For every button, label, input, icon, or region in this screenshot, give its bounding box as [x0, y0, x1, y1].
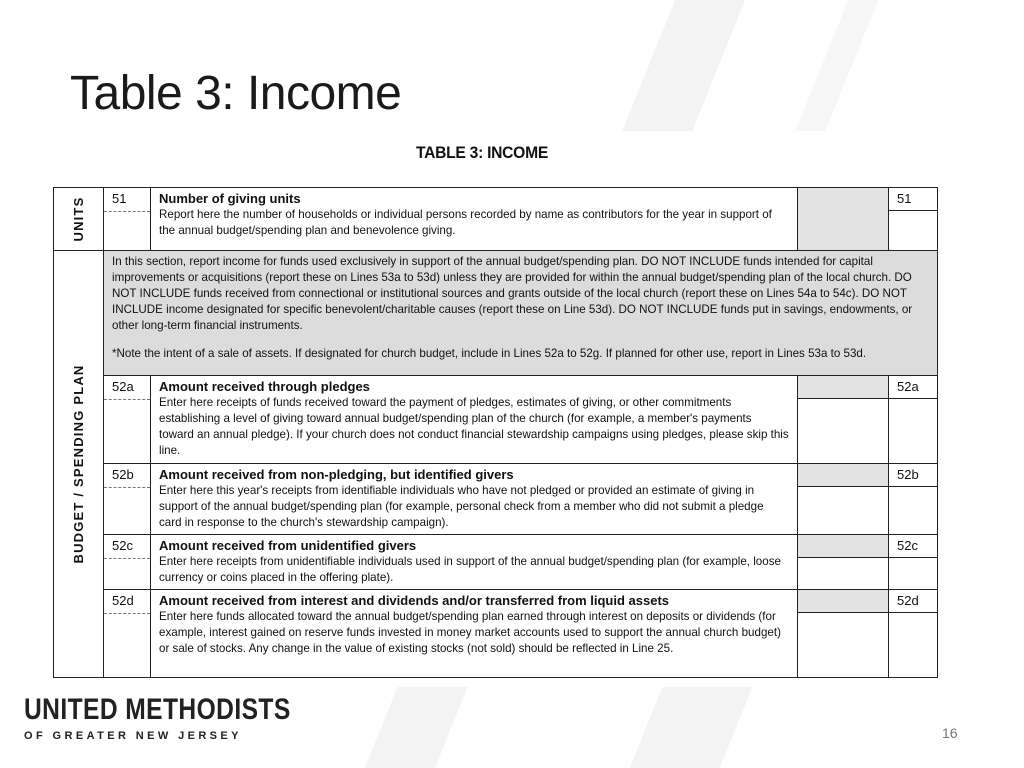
background-stripe: [792, 0, 879, 140]
line-description: [151, 535, 798, 590]
asset-sale-note: *Note the intent of a sale of assets. If designated for church budget, include in Lines 52a to 52g. If planned for other use, report in Lines 53a to 53d.: [112, 346, 867, 360]
table-row: [54, 590, 938, 678]
answer-shaded-cell: [798, 464, 889, 535]
line-description: [151, 376, 798, 464]
page-number: 16: [942, 725, 958, 741]
slide-title: Table 3: Income: [70, 67, 402, 120]
answer-field-52d[interactable]: [889, 590, 938, 678]
line-number: 51: [104, 188, 150, 212]
answer-line-label: 52c: [889, 535, 937, 558]
answer-line-label: 52a: [889, 376, 937, 399]
logo-subtitle: OF GREATER NEW JERSEY: [24, 729, 242, 742]
answer-line-label: 52b: [889, 464, 937, 487]
income-table: [53, 187, 938, 678]
line-description: [151, 188, 798, 251]
line-number: 52c: [104, 535, 150, 559]
budget-section-label: BUDGET / SPENDING PLAN: [54, 251, 104, 678]
line-title: Amount received from non-pledging, but identified givers: [159, 467, 514, 482]
answer-shaded-cell: [798, 376, 889, 464]
answer-shaded-cell: [798, 590, 889, 678]
answer-line-label: 51: [889, 188, 937, 211]
table-row: [54, 464, 938, 535]
answer-shaded-cell: [798, 535, 889, 590]
income-form-image: [42, 131, 942, 687]
logo-wordmark: UNITED METHODISTS: [24, 693, 291, 726]
line-number: 52d: [104, 590, 150, 614]
line-instructions: Enter here funds allocated toward the annual budget/spending plan earned through interest on deposits or dividends (for example, interest gained on reserve funds invested in money market accounts used to support the annual church budget) or sale of stocks. Any change in the value of existing stocks (not sold) should be reflected in Line 25.: [159, 609, 781, 655]
line-title: Amount received from interest and dividends and/or transferred from liquid assets: [159, 593, 670, 608]
answer-shaded-cell: [798, 188, 889, 251]
answer-field-52a[interactable]: [889, 376, 938, 464]
table-row: [54, 376, 938, 464]
line-instructions: Enter here receipts of funds received toward the payment of pledges, estimates of giving, or other commitments establishing a level of giving toward annual budget/spending plan of the church (for example, a member's payments toward an annual pledge). If your church does not conduct financial stewardship campaigns using pledges, please skip this line.: [159, 395, 789, 457]
answer-field-51[interactable]: [889, 188, 938, 251]
umgnj-logo: [24, 694, 349, 742]
line-number-cell: [104, 376, 151, 464]
line-number-cell: [104, 590, 151, 678]
units-section-label: UNITS: [54, 188, 104, 251]
table-row: [54, 535, 938, 590]
line-instructions: Enter here receipts from unidentifiable individuals used in support of the annual budget/spending plan (for example, loose currency or coins placed in the offering plate).: [159, 554, 781, 584]
answer-field-52c[interactable]: [889, 535, 938, 590]
table-heading: TABLE 3: INCOME: [416, 143, 548, 162]
line-number-cell: [104, 464, 151, 535]
section-notes: [104, 251, 938, 376]
line-instructions: Report here the number of households or individual persons recorded by name as contributors for the year in support of the annual budget/spending plan and benevolence giving.: [159, 207, 772, 237]
line-title: Amount received through pledges: [159, 379, 370, 394]
line-number-cell: [104, 188, 151, 251]
line-number: 52b: [104, 464, 150, 488]
line-title: Number of giving units: [159, 191, 301, 206]
answer-field-52b[interactable]: [889, 464, 938, 535]
line-description: [151, 590, 798, 678]
answer-line-label: 52d: [889, 590, 937, 613]
line-number-cell: [104, 535, 151, 590]
line-number: 52a: [104, 376, 150, 400]
line-description: [151, 464, 798, 535]
section-instructions: In this section, report income for funds used exclusively in support of the annual budget/spending plan. DO NOT INCLUDE funds intended for capital improvements or acquisitions (report these on Lines 53a to 53d) unless they are provided for within the annual budget/spending plan of the local church. DO NOT INCLUDE funds received from connectional or institutional sources and grants outside of the local church (report these on Lines 54a to 54c). DO NOT INCLUDE income designated for specific benevolent/charitable causes (report these on Line 53d). DO NOT INCLUDE funds put in savings, endowments, or other long-term financial instruments.: [112, 255, 913, 332]
line-title: Amount received from unidentified givers: [159, 538, 417, 553]
table-row: [54, 251, 938, 376]
table-row: [54, 188, 938, 251]
line-instructions: Enter here this year's receipts from identifiable individuals who have not pledged or provided an estimate of giving in support of the annual budget/spending plan (for example, personal check from a member who did not submit a pledge card in response to the church's stewardship campaign).: [159, 483, 764, 529]
